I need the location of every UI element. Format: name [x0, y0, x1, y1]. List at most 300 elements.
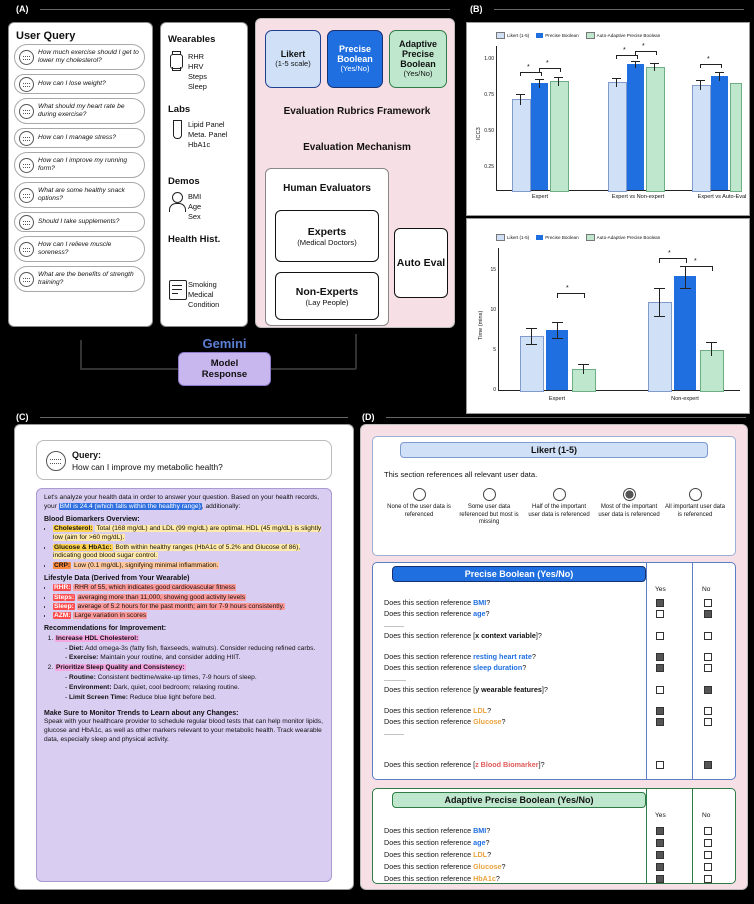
precise-boolean-row-ellipsis: .......... — [384, 728, 404, 737]
query-text: What are some healthy snack options? — [38, 187, 125, 202]
data-source-item: BMI — [188, 192, 202, 201]
lifestyle-text: average of 5.2 hours for the past month; aim for 7-9 hours consistently. — [77, 602, 285, 610]
error-bar-cap — [631, 61, 640, 62]
query-text: What should my heart rate be during exercise? — [38, 103, 125, 118]
biomarker-text: Both within healthy ranges (HbA1c of 5.2% and Glucose of 86), indicating good blood sugar control. — [53, 543, 301, 560]
chat-bubble-icon — [46, 451, 66, 471]
significance-star: * — [546, 60, 549, 67]
data-source-item: Meta. Panel — [188, 130, 228, 139]
likert-option-label: All important user data is referenced — [664, 504, 726, 518]
adaptive-row — [384, 838, 489, 847]
list-item[interactable] — [14, 212, 145, 232]
query-text: How can I improve my running form? — [38, 157, 128, 172]
adaptive-row — [384, 862, 505, 871]
significance-bracket — [635, 51, 657, 55]
evaluation-mechanism-caption: Evaluation Mechanism — [303, 142, 411, 153]
chat-bubble-icon — [19, 77, 34, 92]
x-tick-label: Expert vs Auto-Eval — [697, 194, 747, 200]
row-term: BMI — [473, 826, 487, 835]
query-text: How can I improve my metabolic health? — [72, 462, 223, 472]
checkbox-yes[interactable] — [656, 686, 664, 694]
error-bar-cap — [654, 316, 665, 317]
error-bar-cap — [696, 80, 705, 81]
column-divider-2 — [692, 562, 693, 780]
bar — [550, 81, 569, 192]
row-text: Does this section reference — [384, 862, 474, 871]
rec-item-label: Environment: — [69, 684, 112, 692]
rec-item-text: Dark, quiet, cool bedroom; relaxing routine. — [113, 684, 240, 692]
row-text: Does this section reference — [384, 717, 474, 726]
row-tail: ? — [501, 717, 506, 726]
lifestyle-text: RHR of 55, which indicates good cardiovascular fitness — [74, 584, 236, 592]
error-bar-cap — [526, 344, 537, 345]
adaptive-row — [384, 826, 490, 835]
bar — [546, 330, 568, 390]
row-tail: ? — [487, 850, 492, 859]
rec-sublist — [65, 645, 326, 664]
checkbox-yes[interactable] — [656, 610, 664, 618]
clipboard-icon — [169, 280, 187, 300]
data-source-item: Age — [188, 202, 202, 211]
checkbox-yes[interactable] — [656, 875, 664, 883]
data-source-item: Smoking — [188, 280, 217, 289]
likert-option-3[interactable] — [596, 488, 662, 519]
list-item — [53, 544, 326, 562]
row-tail: ? — [486, 826, 491, 835]
y-tick: 10 — [490, 307, 496, 313]
rubric-sub: (Yes/No) — [340, 63, 370, 73]
error-bar-cap — [715, 72, 724, 73]
row-text: Does this section reference — [384, 663, 474, 672]
list-item[interactable] — [14, 128, 145, 148]
row-term: sleep duration — [473, 663, 523, 672]
row-text: Does this section reference — [384, 826, 474, 835]
data-source-item: HbA1c — [188, 140, 211, 149]
likert-option-1[interactable] — [456, 488, 522, 527]
yes-column-header: Yes — [655, 812, 666, 819]
biomarker-label: Cholesterol: — [54, 525, 93, 533]
significance-star: * — [527, 64, 530, 71]
list-item — [65, 654, 326, 663]
list-item — [65, 674, 326, 683]
likert-option-label: Most of the important user data is referenced — [598, 504, 660, 518]
y-tick: 15 — [490, 267, 496, 273]
model-response-text — [44, 494, 326, 876]
list-item[interactable] — [14, 266, 145, 292]
checkbox-yes[interactable] — [656, 827, 664, 835]
bar — [674, 276, 696, 390]
bar — [572, 369, 596, 392]
y-tick: 0.75 — [484, 92, 494, 98]
query-text: What are the benefits of strength training? — [38, 271, 134, 286]
row-term: y wearable features — [475, 685, 542, 694]
error-bar-cap — [554, 77, 563, 78]
precise-boolean-row — [384, 685, 548, 694]
rec-title: Increase HDL Cholesterol: — [56, 634, 139, 642]
chart-icc3-yaxis — [496, 46, 497, 190]
row-tail: ? — [522, 663, 527, 672]
rec-item-text: Add omega-3s (fatty fish, flaxseeds, walnuts). Consider reducing refined carbs. — [85, 644, 316, 652]
column-divider — [646, 788, 647, 884]
y-tick: 0.25 — [484, 164, 494, 170]
non-experts-sub: (Lay People) — [305, 297, 349, 307]
arrow-query-to-model-h — [80, 368, 178, 370]
list-item — [53, 525, 326, 543]
arrow-model-to-rubrics — [355, 334, 357, 369]
response-intro-highlight: BMI is 24.4 (which falls within the healthy range) — [59, 502, 201, 510]
list-item — [53, 612, 326, 621]
list-item — [53, 594, 326, 603]
checkbox-yes[interactable] — [656, 761, 664, 769]
bar — [711, 76, 728, 190]
list-item — [65, 645, 326, 654]
chat-bubble-icon — [19, 215, 34, 230]
list-item[interactable] — [14, 74, 145, 94]
data-source-header-demos: Demos — [168, 176, 200, 187]
legend-label: Precise Boolean — [545, 33, 579, 38]
significance-bracket — [557, 293, 585, 298]
model-brand: Gemini — [202, 336, 247, 351]
significance-star: * — [707, 56, 710, 63]
precise-boolean-row-ellipsis: ........... — [384, 674, 406, 683]
checkbox-no[interactable] — [704, 851, 712, 859]
likert-form-header — [400, 442, 708, 458]
row-text: Does this section reference [ — [384, 685, 476, 694]
no-column-header: No — [702, 586, 711, 593]
legend-label: Likert (1-5) — [507, 33, 530, 38]
likert-option-label: Half of the important user data is referenced — [528, 504, 590, 518]
list-item[interactable] — [14, 152, 145, 178]
radio-button[interactable] — [689, 488, 702, 501]
divider-b — [494, 9, 744, 10]
checkbox-yes[interactable] — [656, 707, 664, 715]
checkbox-no[interactable] — [704, 839, 712, 847]
non-experts-title: Non-Experts — [295, 285, 359, 298]
rec-item-label: Routine: — [69, 674, 96, 682]
row-term: HbA1c — [473, 874, 496, 883]
bar — [646, 67, 665, 192]
divider-d — [386, 417, 746, 418]
arrow-query-to-model — [80, 340, 82, 370]
legend-item — [496, 234, 529, 241]
lifestyle-label: Sleep: — [54, 602, 74, 610]
y-tick: 1.00 — [484, 56, 494, 62]
checkbox-no[interactable] — [704, 632, 712, 640]
legend-label: Auto-Adaptive Precise Boolean — [596, 235, 661, 240]
model-response-line2: Response — [201, 369, 248, 380]
adaptive-row — [384, 850, 491, 859]
biomarker-label: Glucose & HbA1c: — [54, 543, 112, 551]
rec-item-text: Reduce blue light before bed. — [129, 693, 216, 701]
checkbox-yes[interactable] — [656, 599, 664, 607]
recommendations-list — [55, 635, 326, 703]
error-bar — [700, 80, 701, 90]
legend-item — [536, 33, 578, 38]
list-item — [55, 664, 326, 703]
error-bar-cap — [654, 288, 665, 289]
list-item — [65, 694, 326, 703]
likert-option-2[interactable] — [526, 488, 592, 519]
error-bar-cap — [650, 63, 659, 64]
row-text: Does this section reference [ — [384, 631, 476, 640]
legend-item — [496, 32, 529, 39]
panel-label-d: (D) — [362, 412, 375, 422]
likert-option-label: None of the user data is referenced — [387, 504, 451, 518]
auto-eval-title: Auto Eval — [396, 256, 446, 269]
error-bar — [654, 63, 655, 71]
error-bar-cap — [680, 288, 691, 289]
precise-boolean-row — [384, 706, 491, 715]
legend-item — [586, 32, 661, 39]
rubric-title: Adaptive Precise Boolean — [398, 39, 437, 69]
checkbox-no[interactable] — [704, 653, 712, 661]
column-divider — [646, 562, 647, 780]
likert-option-0[interactable] — [386, 488, 452, 519]
biomarker-text: Low (0.1 mg/dL), signifying minimal inflammation. — [73, 561, 219, 569]
legend-label: Precise Boolean — [545, 235, 579, 240]
row-text: Does this section reference — [384, 609, 474, 618]
checkbox-yes[interactable] — [656, 863, 664, 871]
row-term: age — [473, 838, 486, 847]
chart-icc3-legend — [496, 32, 660, 39]
y-tick: 0 — [493, 387, 496, 393]
chat-bubble-icon — [19, 50, 34, 65]
data-source-header-wearables: Wearables — [168, 34, 216, 45]
error-bar — [635, 61, 636, 68]
list-item[interactable] — [14, 236, 145, 262]
checkbox-no[interactable] — [704, 875, 712, 883]
lifestyle-label: AZM: — [54, 612, 71, 620]
row-term: z Blood Biomarker — [475, 760, 539, 769]
legend-swatch — [536, 33, 543, 38]
row-text: Does this section reference — [384, 874, 474, 883]
checkbox-no[interactable] — [704, 707, 712, 715]
bar — [700, 350, 724, 392]
lifestyle-list — [53, 584, 326, 621]
significance-bracket — [685, 266, 713, 271]
non-experts-card[interactable] — [275, 272, 379, 320]
rec-item-text: Maintain your routine, and consider adding HIIT. — [100, 654, 241, 662]
rubric-adaptive-precise-boolean-card[interactable] — [389, 30, 447, 88]
row-term: Glucose — [473, 862, 502, 871]
checkbox-yes[interactable] — [656, 839, 664, 847]
data-source-item: Sex — [188, 212, 201, 221]
chat-bubble-icon — [19, 242, 34, 257]
list-item[interactable] — [14, 44, 145, 70]
yes-column-header: Yes — [655, 586, 666, 593]
legend-item — [586, 234, 661, 241]
lab-tube-icon — [173, 120, 182, 139]
radio-button[interactable] — [413, 488, 426, 501]
legend-swatch — [536, 235, 543, 240]
column-divider-2 — [692, 788, 693, 884]
significance-bracket — [659, 258, 687, 263]
rec-item-text: Consistent bedtime/wake-up times, 7-9 hours of sleep. — [97, 674, 257, 682]
row-text: Does this section reference — [384, 598, 474, 607]
model-response-card — [178, 352, 271, 386]
row-text: Does this section reference [ — [384, 760, 476, 769]
query-text: How much exercise should I get to lower my cholesterol? — [38, 49, 139, 64]
error-bar — [520, 94, 521, 105]
adaptive-row — [384, 874, 500, 883]
chart-time-yaxis — [498, 248, 499, 390]
query-text: How can I lose weight? — [38, 80, 106, 88]
legend-label: Auto-Adaptive Precise Boolean — [596, 33, 661, 38]
radio-button[interactable] — [483, 488, 496, 501]
checkbox-yes[interactable] — [656, 718, 664, 726]
precise-boolean-row — [384, 760, 545, 769]
row-tail: ? — [501, 862, 506, 871]
significance-bracket — [520, 72, 542, 76]
row-text: Does this section reference — [384, 838, 474, 847]
checkbox-no[interactable] — [704, 863, 712, 871]
precise-boolean-row — [384, 609, 489, 618]
row-tail: ? — [485, 838, 490, 847]
significance-bracket — [616, 55, 638, 59]
checkbox-no[interactable] — [704, 664, 712, 672]
likert-option-label: Some user data referenced but most is missing — [459, 504, 519, 525]
row-text: Does this section reference — [384, 850, 474, 859]
watch-icon-strap — [172, 51, 181, 55]
checkbox-no[interactable] — [704, 718, 712, 726]
rec-item-label: Limit Screen Time: — [69, 693, 128, 701]
checkbox-no[interactable] — [704, 761, 712, 769]
chart-evaluator-time-title: Evaluator Time — [578, 207, 636, 216]
legend-swatch — [496, 234, 505, 241]
response-intro-text: Let's analyze your health data in order to answer your question. Based on your health records, your — [44, 494, 320, 510]
checkbox-yes[interactable] — [656, 632, 664, 640]
checkbox-no[interactable] — [704, 827, 712, 835]
checkbox-no[interactable] — [704, 599, 712, 607]
error-bar-cap — [578, 364, 589, 365]
lifestyle-label: Steps: — [54, 593, 75, 601]
checkbox-yes[interactable] — [656, 653, 664, 661]
panel-label-a: (A) — [16, 4, 29, 14]
row-term: x context variable — [475, 631, 536, 640]
response-intro-tail: , additionally: — [201, 502, 241, 510]
recommendations-header: Recommendations for Improvement: — [44, 625, 167, 633]
y-tick: 0.50 — [484, 128, 494, 134]
lifestyle-text: averaging more than 11,000, showing good activity levels — [78, 593, 246, 601]
precise-boolean-row — [384, 717, 505, 726]
error-bar — [539, 79, 540, 88]
error-bar — [711, 342, 712, 356]
list-item — [53, 584, 326, 593]
clipboard-icon-line2 — [172, 289, 182, 290]
bar — [730, 83, 742, 192]
list-item — [53, 562, 326, 571]
monitor-header: Make Sure to Monitor Trends to Learn about any Changes: — [44, 709, 239, 717]
data-source-item: Steps — [188, 72, 207, 81]
rec-title: Prioritize Sleep Quality and Consistency: — [56, 664, 185, 672]
checkbox-yes[interactable] — [656, 851, 664, 859]
error-bar — [616, 78, 617, 87]
row-tail: ? — [487, 706, 492, 715]
bar — [627, 64, 644, 190]
precise-boolean-row — [384, 652, 536, 661]
user-query-title: User Query — [16, 30, 76, 42]
row-text: Does this section reference — [384, 706, 474, 715]
row-term: resting heart rate — [473, 652, 532, 661]
rubric-likert-card[interactable] — [265, 30, 321, 88]
error-bar — [719, 72, 720, 81]
panel-label-b: (B) — [470, 4, 483, 14]
query-text: How can I relieve muscle soreness? — [38, 241, 112, 256]
precise-boolean-row — [384, 631, 542, 640]
chart-time-ylabel: Time (mins) — [478, 310, 484, 340]
rec-item-label: Diet: — [69, 644, 84, 652]
biomarkers-header: Blood Biomarkers Overview: — [44, 515, 140, 523]
list-item[interactable] — [14, 98, 145, 124]
likert-title: Likert (1-5) — [530, 445, 577, 455]
checkbox-yes[interactable] — [656, 664, 664, 672]
model-response-line1: Model — [210, 358, 239, 369]
lifestyle-label: RHR: — [54, 584, 71, 592]
response-intro — [44, 494, 326, 512]
checkbox-no[interactable] — [704, 610, 712, 618]
checkbox-no[interactable] — [704, 686, 712, 694]
legend-swatch — [586, 32, 595, 39]
rubric-title: Likert — [280, 48, 306, 59]
list-item[interactable] — [14, 182, 145, 208]
data-source-item: RHR — [188, 52, 205, 61]
error-bar — [531, 328, 532, 344]
data-source-item: Condition — [188, 300, 220, 309]
biomarker-text: Total (168 mg/dL) and LDL (99 mg/dL) are optimal. HDL (45 mg/dL) is slightly low (aim for >60 mg/dL). — [53, 525, 322, 542]
row-term: LDL — [473, 850, 488, 859]
error-bar — [557, 322, 558, 338]
error-bar-cap — [516, 94, 525, 95]
radio-button-selected[interactable] — [623, 488, 636, 501]
significance-bracket — [539, 68, 561, 72]
list-item — [55, 635, 326, 664]
watch-icon-strap-lower — [172, 67, 181, 71]
chat-bubble-icon — [19, 272, 34, 287]
divider-c — [40, 417, 348, 418]
row-tail: ? — [531, 652, 536, 661]
experts-card[interactable] — [275, 210, 379, 262]
lifestyle-text: Large variation in scores — [74, 612, 147, 620]
error-bar-cap — [612, 78, 621, 79]
precise-boolean-row-ellipsis: .......... — [384, 620, 404, 629]
data-source-header-labs: Labs — [168, 104, 191, 115]
rubric-precise-boolean-card[interactable] — [327, 30, 383, 88]
query-card — [36, 440, 332, 480]
person-icon-head — [172, 192, 183, 203]
list-item — [53, 603, 326, 612]
x-tick-label: Expert vs Non-expert — [611, 194, 665, 200]
chart-icc3-ylabel: ICC3 — [476, 127, 482, 140]
human-evaluators-title: Human Evaluators — [283, 183, 371, 194]
error-bar — [583, 364, 584, 374]
likert-option-4[interactable] — [662, 488, 728, 519]
experts-title: Experts — [307, 225, 347, 238]
divider-a — [40, 9, 450, 10]
clipboard-icon-line3 — [172, 293, 178, 294]
auto-eval-card[interactable] — [394, 228, 448, 298]
bar — [512, 99, 531, 192]
row-tail: ]? — [538, 760, 545, 769]
query-text: How can I manage stress? — [38, 134, 117, 142]
bar — [531, 83, 548, 190]
adaptive-title: Adaptive Precise Boolean (Yes/No) — [444, 795, 594, 805]
radio-button[interactable] — [553, 488, 566, 501]
arrow-model-to-rubrics-h — [271, 368, 356, 370]
row-text: Does this section reference — [384, 652, 474, 661]
rubrics-caption: Evaluation Rubrics Framework — [283, 106, 431, 117]
likert-prompt: This section references all relevant user data. — [384, 470, 538, 479]
error-bar — [659, 288, 660, 316]
